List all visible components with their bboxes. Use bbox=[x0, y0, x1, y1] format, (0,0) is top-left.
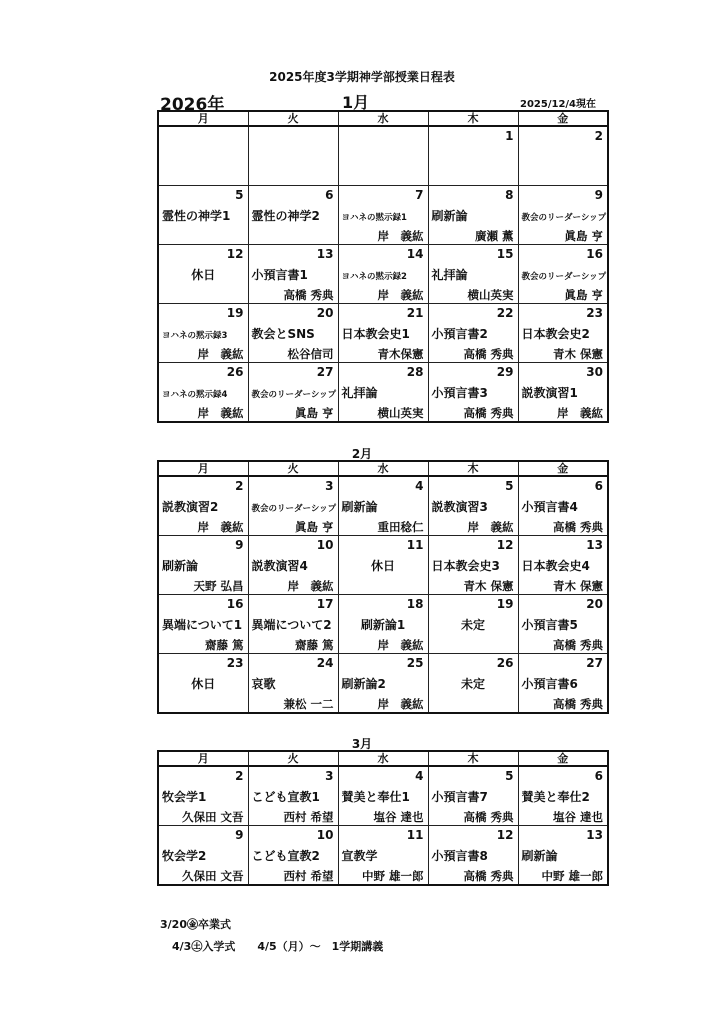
course-name: 賛美と奉仕2 bbox=[521, 790, 590, 804]
day-number: 27 bbox=[586, 656, 603, 670]
instructor-name: 岸 義紘 bbox=[287, 579, 334, 593]
course-name: 刷新論1 bbox=[360, 618, 406, 632]
day-cell bbox=[428, 654, 518, 714]
instructor-name: 岸 義紘 bbox=[197, 520, 244, 534]
day-cell bbox=[518, 826, 608, 886]
day-number: 15 bbox=[496, 247, 514, 261]
week-row bbox=[158, 186, 608, 245]
day-number: 30 bbox=[586, 365, 603, 379]
course-name: 説教演習3 bbox=[431, 500, 488, 514]
course-name: 異端について1 bbox=[162, 618, 243, 632]
as-of-date: 2025/12/4現在 bbox=[520, 99, 597, 110]
course-name: 教会とSNS bbox=[251, 327, 315, 341]
day-number: 3 bbox=[325, 769, 334, 783]
day-number: 1 bbox=[505, 129, 514, 143]
day-number: 28 bbox=[406, 365, 424, 379]
day-number: 10 bbox=[316, 538, 334, 552]
day-cell bbox=[158, 766, 248, 826]
week-row bbox=[158, 536, 608, 595]
instructor-name: 岸 義紘 bbox=[377, 229, 424, 243]
day-number: 10 bbox=[316, 828, 334, 842]
day-cell bbox=[158, 126, 248, 186]
weekday-header: 火 bbox=[248, 111, 338, 126]
instructor-name: 岸 義紘 bbox=[377, 638, 424, 652]
weekday-header: 月 bbox=[158, 111, 248, 126]
week-row bbox=[158, 304, 608, 363]
day-number: 9 bbox=[594, 188, 603, 202]
weekday-header: 水 bbox=[338, 111, 428, 126]
instructor-name: 青木 保憲 bbox=[552, 579, 603, 593]
instructor-name: 高橋 秀典 bbox=[552, 697, 603, 711]
day-number: 26 bbox=[496, 656, 514, 670]
course-name: 刷新論2 bbox=[341, 677, 386, 691]
instructor-name: 岸 義紘 bbox=[557, 406, 603, 420]
day-number: 8 bbox=[505, 188, 514, 202]
course-name: 小預言書8 bbox=[431, 849, 488, 863]
instructor-name: 眞島 亨 bbox=[564, 229, 603, 243]
course-name: ヨハネの黙示録2 bbox=[341, 272, 407, 282]
course-name: こども宣教2 bbox=[251, 849, 320, 863]
instructor-name: 天野 弘昌 bbox=[193, 579, 244, 593]
instructor-name: 久保田 文吾 bbox=[181, 869, 244, 883]
course-name: 小預言書3 bbox=[431, 386, 488, 400]
day-cell bbox=[248, 126, 338, 186]
course-name: こども宣教1 bbox=[251, 790, 320, 804]
instructor-name: 眞島 亨 bbox=[294, 520, 334, 534]
day-cell bbox=[338, 245, 428, 304]
instructor-name: 眞島 亨 bbox=[294, 406, 334, 420]
instructor-name: 廣瀬 薫 bbox=[474, 229, 514, 243]
day-number: 19 bbox=[226, 306, 244, 320]
day-cell bbox=[428, 476, 518, 536]
course-name: 小預言書5 bbox=[521, 618, 578, 632]
instructor-name: 高橋 秀典 bbox=[463, 347, 514, 361]
course-name: ヨハネの黙示録4 bbox=[162, 390, 228, 400]
day-cell bbox=[428, 245, 518, 304]
course-name: ヨハネの黙示録3 bbox=[162, 331, 228, 341]
course-name: 日本教会史1 bbox=[341, 327, 410, 341]
day-cell bbox=[248, 304, 338, 363]
day-number: 5 bbox=[235, 188, 244, 202]
course-name: 説教演習2 bbox=[162, 500, 219, 514]
course-name: 異端について2 bbox=[251, 618, 332, 632]
day-cell bbox=[248, 476, 338, 536]
day-number: 24 bbox=[316, 656, 334, 670]
day-cell bbox=[338, 476, 428, 536]
day-cell bbox=[248, 595, 338, 654]
instructor-name: 塩谷 達也 bbox=[552, 810, 603, 824]
week-row bbox=[158, 245, 608, 304]
week-row bbox=[158, 766, 608, 826]
day-cell bbox=[338, 595, 428, 654]
day-cell bbox=[338, 766, 428, 826]
day-cell bbox=[248, 245, 338, 304]
day-cell bbox=[428, 126, 518, 186]
course-name: 小預言書4 bbox=[521, 500, 578, 514]
day-number: 6 bbox=[325, 188, 334, 202]
page-title: 2025年度3学期神学部授業日程表 bbox=[269, 70, 455, 84]
instructor-name: 岸 義紘 bbox=[197, 406, 244, 420]
course-name: 哀歌 bbox=[251, 677, 276, 691]
weekday-header: 火 bbox=[248, 461, 338, 476]
day-cell bbox=[248, 536, 338, 595]
january-calendar bbox=[157, 110, 609, 423]
day-cell bbox=[338, 536, 428, 595]
day-number: 23 bbox=[586, 306, 603, 320]
day-number: 2 bbox=[235, 479, 244, 493]
day-number: 11 bbox=[406, 538, 424, 552]
day-cell bbox=[338, 826, 428, 886]
day-number: 29 bbox=[496, 365, 514, 379]
day-cell bbox=[158, 595, 248, 654]
course-name: 小預言書1 bbox=[251, 268, 308, 282]
day-cell bbox=[518, 595, 608, 654]
february-calendar bbox=[157, 460, 609, 714]
instructor-name: 高橋 秀典 bbox=[463, 869, 514, 883]
weekday-header: 水 bbox=[338, 461, 428, 476]
march-label: 3月 bbox=[351, 737, 373, 751]
day-cell bbox=[428, 826, 518, 886]
day-cell bbox=[518, 654, 608, 714]
weekday-header: 月 bbox=[158, 461, 248, 476]
day-cell bbox=[338, 654, 428, 714]
course-name: 説教演習1 bbox=[521, 386, 578, 400]
day-number: 25 bbox=[406, 656, 424, 670]
day-number: 6 bbox=[594, 479, 603, 493]
course-name: 小預言書7 bbox=[431, 790, 488, 804]
day-cell bbox=[338, 363, 428, 423]
instructor-name: 高橋 秀典 bbox=[552, 520, 603, 534]
course-name: 刷新論 bbox=[521, 849, 558, 863]
instructor-name: 齋藤 篤 bbox=[294, 638, 334, 652]
instructor-name: 青木保憲 bbox=[377, 347, 424, 361]
instructor-name: 西村 希望 bbox=[283, 810, 334, 824]
course-name: ヨハネの黙示録1 bbox=[341, 213, 407, 223]
course-name: 賛美と奉仕1 bbox=[341, 790, 410, 804]
day-cell bbox=[158, 363, 248, 423]
day-cell bbox=[158, 304, 248, 363]
day-cell bbox=[248, 766, 338, 826]
week-row bbox=[158, 826, 608, 886]
weekday-header: 水 bbox=[338, 751, 428, 766]
february-label: 2月 bbox=[351, 447, 373, 461]
course-name: 教会のリーダーシップ bbox=[521, 272, 607, 282]
graduation-note: 3/20㊎卒業式 bbox=[160, 918, 231, 931]
day-cell bbox=[158, 536, 248, 595]
course-name: 日本教会史2 bbox=[521, 327, 590, 341]
instructor-name: 青木 保憲 bbox=[463, 579, 514, 593]
instructor-name: 塩谷 達也 bbox=[373, 810, 424, 824]
course-name: 牧会学1 bbox=[162, 790, 207, 804]
day-number: 16 bbox=[226, 597, 244, 611]
day-number: 16 bbox=[586, 247, 603, 261]
course-name: 日本教会史3 bbox=[431, 559, 500, 573]
instructor-name: 高橋 秀典 bbox=[463, 406, 514, 420]
day-number: 14 bbox=[406, 247, 424, 261]
instructor-name: 岸 義紘 bbox=[377, 697, 424, 711]
march-calendar bbox=[157, 750, 609, 886]
instructor-name: 横山英実 bbox=[467, 288, 514, 302]
day-cell bbox=[248, 826, 338, 886]
course-name: 休日 bbox=[191, 677, 216, 691]
course-name: 霊性の神学1 bbox=[162, 209, 231, 223]
day-number: 5 bbox=[505, 479, 514, 493]
course-name: 日本教会史4 bbox=[521, 559, 590, 573]
instructor-name: 兼松 一二 bbox=[283, 697, 334, 711]
weekday-header: 火 bbox=[248, 751, 338, 766]
day-number: 18 bbox=[406, 597, 424, 611]
day-cell bbox=[158, 654, 248, 714]
day-number: 27 bbox=[316, 365, 334, 379]
day-cell bbox=[428, 766, 518, 826]
course-name: 小預言書2 bbox=[431, 327, 488, 341]
week-row bbox=[158, 363, 608, 423]
day-number: 20 bbox=[586, 597, 603, 611]
day-number: 12 bbox=[226, 247, 244, 261]
instructor-name: 中野 雄一郎 bbox=[541, 869, 603, 883]
day-number: 22 bbox=[496, 306, 514, 320]
course-name: 休日 bbox=[370, 559, 395, 573]
day-cell bbox=[518, 363, 608, 423]
week-row bbox=[158, 126, 608, 186]
day-number: 17 bbox=[316, 597, 334, 611]
course-name: 刷新論 bbox=[341, 500, 378, 514]
week-row bbox=[158, 654, 608, 714]
instructor-name: 岸 義紘 bbox=[197, 347, 244, 361]
day-cell bbox=[248, 363, 338, 423]
day-cell bbox=[518, 476, 608, 536]
day-cell bbox=[158, 476, 248, 536]
weekday-header: 木 bbox=[428, 751, 518, 766]
day-cell bbox=[518, 304, 608, 363]
day-cell bbox=[158, 245, 248, 304]
day-cell bbox=[518, 126, 608, 186]
course-name: 牧会学2 bbox=[162, 849, 207, 863]
course-name: 教会のリーダーシップ bbox=[251, 390, 337, 400]
course-name: 刷新論 bbox=[162, 559, 199, 573]
day-cell bbox=[428, 536, 518, 595]
day-number: 13 bbox=[316, 247, 334, 261]
day-number: 4 bbox=[415, 479, 424, 493]
week-row bbox=[158, 595, 608, 654]
day-cell bbox=[158, 826, 248, 886]
day-number: 21 bbox=[406, 306, 424, 320]
course-name: 礼拝論 bbox=[431, 268, 468, 282]
day-number: 12 bbox=[496, 538, 514, 552]
instructor-name: 高橋 秀典 bbox=[463, 810, 514, 824]
instructor-name: 中野 雄一郎 bbox=[361, 869, 424, 883]
weekday-header: 木 bbox=[428, 111, 518, 126]
day-cell bbox=[248, 654, 338, 714]
day-number: 7 bbox=[415, 188, 424, 202]
day-cell bbox=[338, 126, 428, 186]
weekday-header: 金 bbox=[518, 461, 608, 476]
day-number: 6 bbox=[594, 769, 603, 783]
day-cell bbox=[518, 245, 608, 304]
instructor-name: 重田稔仁 bbox=[377, 520, 424, 534]
course-name: 未定 bbox=[460, 677, 485, 691]
day-number: 12 bbox=[496, 828, 514, 842]
day-number: 23 bbox=[226, 656, 244, 670]
instructor-name: 久保田 文吾 bbox=[181, 810, 244, 824]
weekday-header: 金 bbox=[518, 111, 608, 126]
course-name: 教会のリーダーシップ bbox=[251, 504, 337, 514]
instructor-name: 西村 希望 bbox=[283, 869, 334, 883]
day-cell bbox=[428, 595, 518, 654]
day-number: 13 bbox=[586, 538, 603, 552]
instructor-name: 青木 保憲 bbox=[552, 347, 603, 361]
day-number: 19 bbox=[496, 597, 514, 611]
day-cell bbox=[338, 186, 428, 245]
instructor-name: 岸 義紘 bbox=[467, 520, 514, 534]
entrance-note: 4/3㊏入学式 4/5（月）～ 1学期講義 bbox=[172, 940, 384, 953]
day-number: 3 bbox=[325, 479, 334, 493]
instructor-name: 松谷信司 bbox=[287, 347, 334, 361]
day-number: 2 bbox=[235, 769, 244, 783]
instructor-name: 齋藤 篤 bbox=[204, 638, 244, 652]
instructor-name: 眞島 亨 bbox=[564, 288, 603, 302]
day-cell bbox=[158, 186, 248, 245]
day-cell bbox=[428, 363, 518, 423]
weekday-header: 木 bbox=[428, 461, 518, 476]
day-cell bbox=[518, 536, 608, 595]
weekday-header: 金 bbox=[518, 751, 608, 766]
day-cell bbox=[248, 186, 338, 245]
january-label: 1月 bbox=[342, 93, 370, 112]
course-name: 小預言書6 bbox=[521, 677, 578, 691]
instructor-name: 高橋 秀典 bbox=[552, 638, 603, 652]
course-name: 教会のリーダーシップ bbox=[521, 213, 607, 223]
course-name: 未定 bbox=[460, 618, 485, 632]
day-number: 2 bbox=[594, 129, 603, 143]
instructor-name: 岸 義紘 bbox=[377, 288, 424, 302]
day-cell bbox=[428, 304, 518, 363]
week-row bbox=[158, 476, 608, 536]
day-number: 20 bbox=[316, 306, 334, 320]
course-name: 説教演習4 bbox=[251, 559, 308, 573]
course-name: 休日 bbox=[191, 268, 216, 282]
day-number: 9 bbox=[235, 538, 244, 552]
course-name: 霊性の神学2 bbox=[251, 209, 320, 223]
day-number: 11 bbox=[406, 828, 424, 842]
day-cell bbox=[518, 186, 608, 245]
year-label: 2026年 bbox=[160, 95, 225, 115]
course-name: 礼拝論 bbox=[341, 386, 378, 400]
instructor-name: 横山英実 bbox=[377, 406, 424, 420]
instructor-name: 高橋 秀典 bbox=[283, 288, 334, 302]
day-cell bbox=[518, 766, 608, 826]
course-name: 宣教学 bbox=[341, 849, 378, 863]
day-cell bbox=[338, 304, 428, 363]
weekday-header: 月 bbox=[158, 751, 248, 766]
day-number: 5 bbox=[505, 769, 514, 783]
day-number: 26 bbox=[226, 365, 244, 379]
day-number: 4 bbox=[415, 769, 424, 783]
course-name: 刷新論 bbox=[431, 209, 468, 223]
day-cell bbox=[428, 186, 518, 245]
day-number: 9 bbox=[235, 828, 244, 842]
day-number: 13 bbox=[586, 828, 603, 842]
